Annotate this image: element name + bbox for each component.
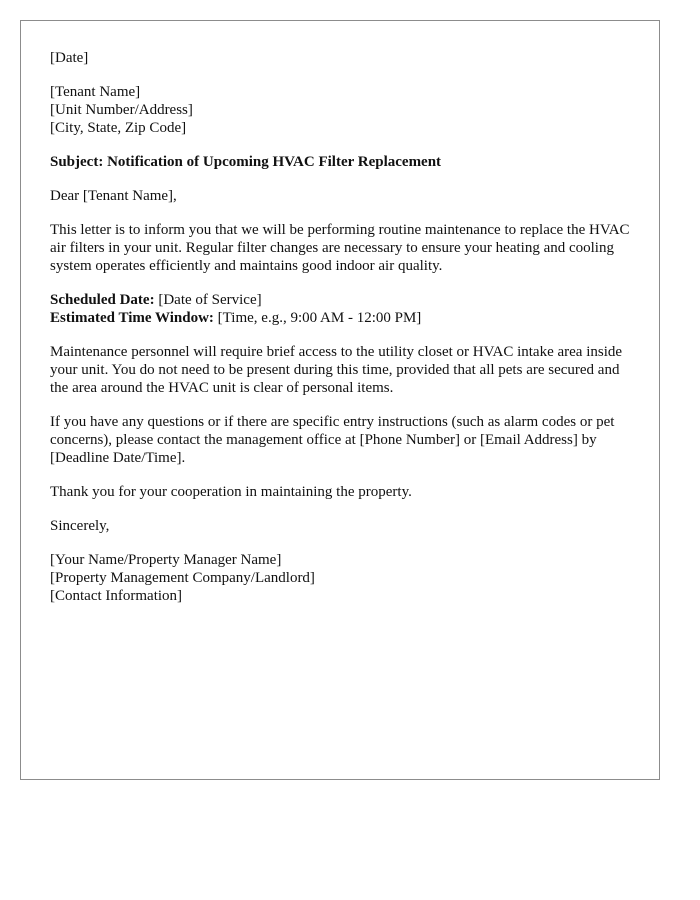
recipient-unit: [Unit Number/Address]	[50, 102, 193, 118]
scheduled-date-value: [Date of Service]	[154, 292, 262, 308]
sender-block	[50, 551, 632, 605]
sender-name: [Your Name/Property Manager Name]	[50, 552, 282, 568]
access-paragraph: Maintenance personnel will require brief access to the utility closet or HVAC intake area inside your unit. You do not need to be present during this time, provided that all pets are secured and the area around the HVAC unit is clear of personal items.	[50, 344, 623, 396]
sender-company: [Property Management Company/Landlord]	[50, 570, 315, 586]
letter-date: [Date]	[50, 50, 89, 66]
recipient-name: [Tenant Name]	[50, 84, 141, 100]
schedule-block	[50, 291, 632, 327]
closing: Sincerely,	[50, 518, 110, 534]
questions-paragraph: If you have any questions or if there are specific entry instructions (such as alarm codes or pet concerns), please contact the management office at [Phone Number] or [Email Address] by [Deadline Date/Time].	[50, 414, 615, 466]
time-window-label: Estimated Time Window:	[50, 310, 214, 326]
letter-subject: Subject: Notification of Upcoming HVAC Filter Replacement	[50, 154, 442, 170]
recipient-block	[50, 83, 632, 137]
sender-contact: [Contact Information]	[50, 588, 183, 604]
time-window-line	[50, 309, 632, 327]
intro-paragraph: This letter is to inform you that we will be performing routine maintenance to replace the HVAC air filters in your unit. Regular filter changes are necessary to ensure your heating and cooling system operates efficiently and maintains good indoor air quality.	[50, 222, 630, 274]
scheduled-date-line	[50, 291, 632, 309]
time-window-value: [Time, e.g., 9:00 AM - 12:00 PM]	[213, 310, 422, 326]
recipient-city: [City, State, Zip Code]	[50, 120, 187, 136]
scheduled-date-label: Scheduled Date:	[50, 292, 155, 308]
salutation: Dear [Tenant Name],	[50, 188, 177, 204]
letter-body	[50, 49, 632, 621]
letter-page	[20, 20, 660, 780]
thanks-paragraph: Thank you for your cooperation in maintaining the property.	[50, 484, 412, 500]
